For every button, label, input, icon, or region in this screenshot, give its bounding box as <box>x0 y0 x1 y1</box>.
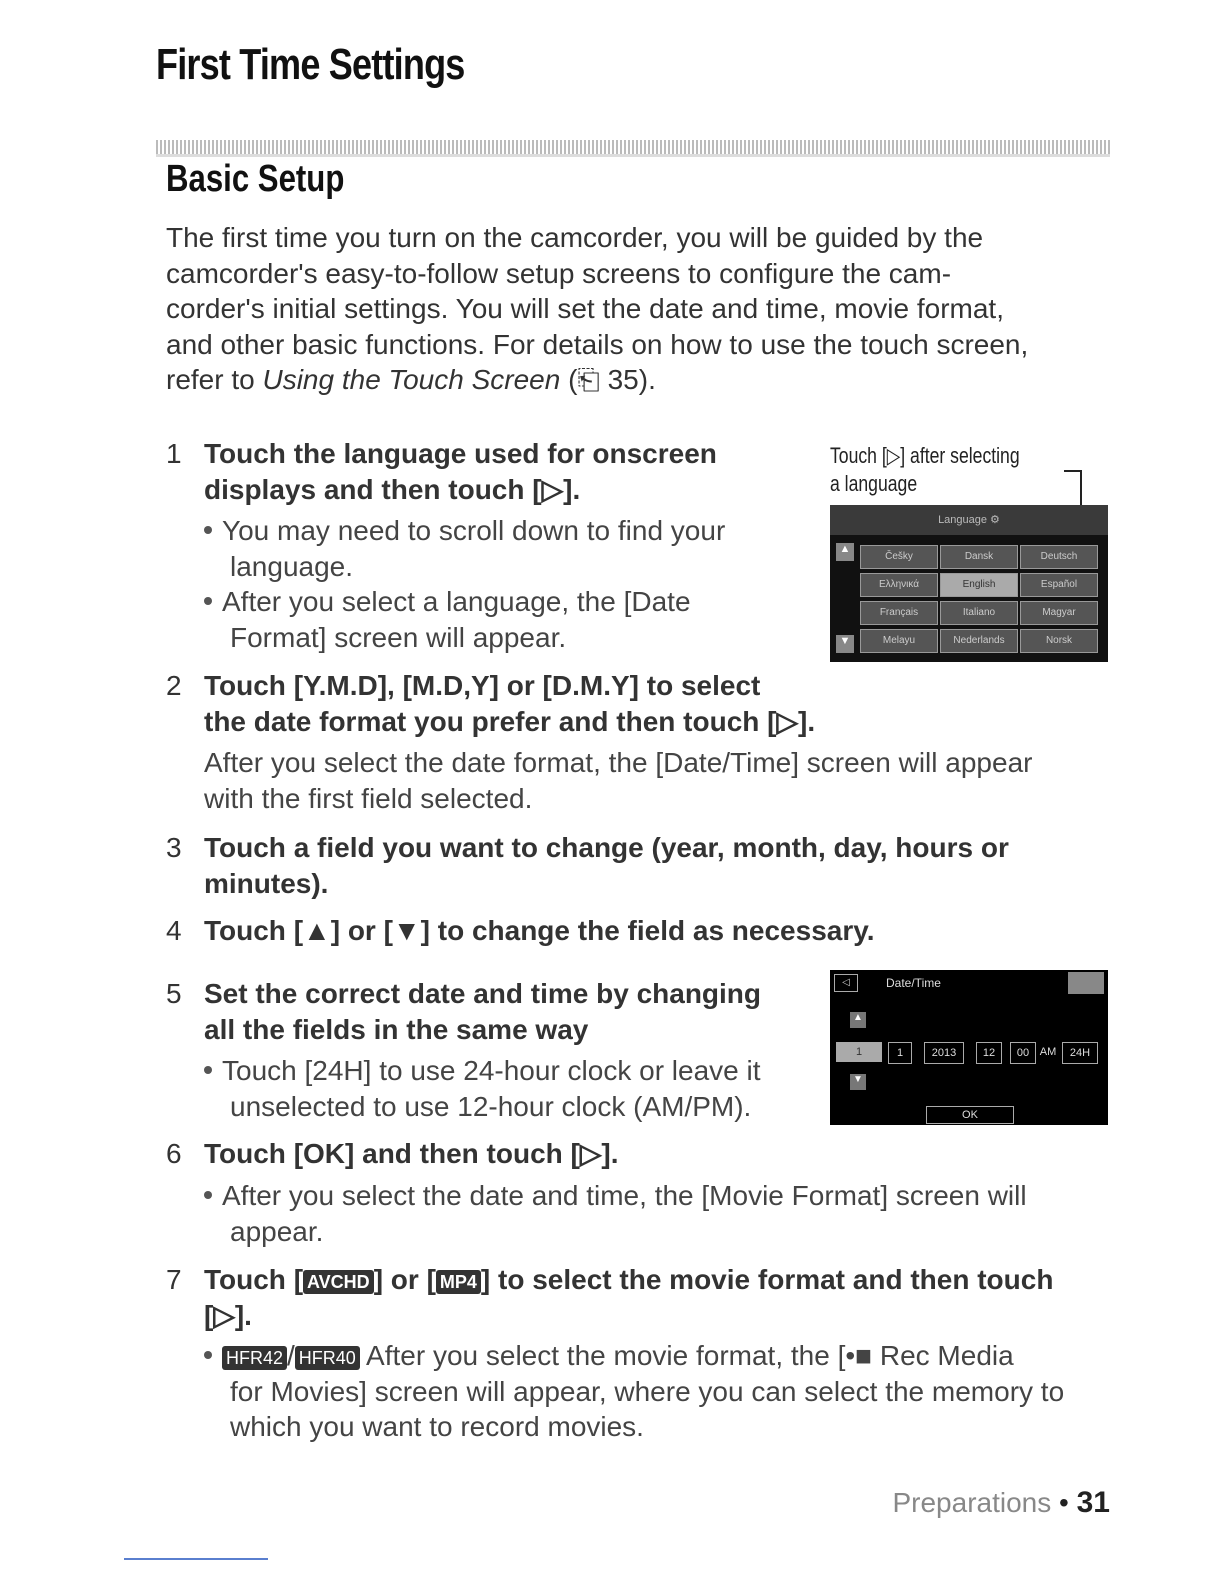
page-title: First Time Settings <box>156 40 465 89</box>
step-2-body: After you select the date format, the [Date/Time] screen will appear with the first field selected. <box>204 747 1033 814</box>
language-option: Melayu <box>860 629 938 653</box>
step-7-bullets: HFR42 / HFR40 After you select the movie format, the [•■ Rec Media for Movies] screen will appear, where you can select the memory to which you want to record movies. <box>204 1338 1124 1445</box>
page-number: 31 <box>1076 1486 1110 1519</box>
model-badge: HFR40 <box>295 1346 360 1370</box>
scroll-up-icon: ▲ <box>836 543 854 561</box>
mp4-badge: MP4 <box>436 1270 481 1294</box>
step-5-text: Set the correct date and time by changing all the fields in the same way <box>204 978 762 1045</box>
language-option: Nederlands <box>940 629 1018 653</box>
page-footer: Preparations • 31 <box>892 1486 1110 1519</box>
ok-button: OK <box>926 1106 1014 1124</box>
screen-caption: Touch [▷] after selecting a language <box>830 443 1020 496</box>
section-divider <box>156 140 1110 157</box>
step-1-text: Touch the language used for onscreen displays and then touch [▷]. <box>204 438 717 505</box>
language-option: Ελληνικά <box>860 573 938 597</box>
date-field: 1 <box>888 1042 912 1064</box>
step-1: 1 <box>166 438 182 469</box>
step-2: 2 <box>166 670 182 701</box>
year-field: 2013 <box>924 1042 964 1064</box>
step-3: 3 <box>166 832 182 863</box>
intro-line: The first time you turn on the camcorder, you will be guided by the <box>166 222 984 253</box>
am-pm-label: AM <box>1039 1046 1057 1058</box>
step-6-text: Touch [OK] and then touch [▷]. <box>204 1138 619 1169</box>
up-arrow-icon: ▲ <box>850 1012 866 1028</box>
language-option: Norsk <box>1020 629 1098 653</box>
caption-pointer <box>1064 470 1082 472</box>
cross-reference: Using the Touch Screen <box>262 364 561 395</box>
step-6-bullets: After you select the date and time, the [Movie Format] screen will appear. <box>204 1178 1124 1249</box>
list-item: After you select the date and time, the [Movie Format] screen will <box>204 1178 1124 1214</box>
screen-header-block <box>1068 972 1104 994</box>
language-option: Dansk <box>940 545 1018 569</box>
step-2-text: Touch [Y.M.D], [M.D,Y] or [D.M.Y] to select the date format you prefer and then touch [▷]. <box>204 670 816 737</box>
step-6: 6 <box>166 1138 182 1169</box>
step-4: 4 <box>166 915 182 946</box>
section-heading: Basic Setup <box>166 158 345 200</box>
language-option: Deutsch <box>1020 545 1098 569</box>
list-item: Touch [24H] to use 24-hour clock or leave it <box>204 1053 814 1089</box>
scroll-down-icon: ▼ <box>836 635 854 653</box>
avchd-badge: AVCHD <box>303 1270 374 1294</box>
hour-field: 12 <box>976 1042 1002 1064</box>
language-screen-image <box>830 505 1108 662</box>
language-option: Español <box>1020 573 1098 597</box>
model-badge: HFR42 <box>222 1346 287 1370</box>
step-1-bullets: You may need to scroll down to find your language. After you select a language, the [Date Format] screen will appear. <box>204 513 804 655</box>
date-field-selected: 1 <box>836 1042 882 1062</box>
back-icon: ◁ <box>834 974 858 992</box>
step-4-text: Touch [▲] or [▼] to change the field as necessary. <box>204 915 875 946</box>
minute-field: 00 <box>1010 1042 1036 1064</box>
down-arrow-icon: ▼ <box>850 1074 866 1090</box>
caption-pointer <box>1080 470 1082 508</box>
step-5: 5 <box>166 978 182 1009</box>
screen-header: Date/Time <box>886 976 941 990</box>
intro-line: camcorder's easy-to-follow setup screens to configure the cam- <box>166 257 952 289</box>
intro-line: refer to Using the Touch Screen (⎗ 35). <box>166 364 656 395</box>
intro-line: corder's initial settings. You will set the date and time, movie format, <box>166 293 1004 324</box>
language-option-selected: English <box>940 573 1018 597</box>
intro-paragraph <box>166 220 1126 398</box>
list-item: You may need to scroll down to find your <box>204 513 804 549</box>
24h-toggle: 24H <box>1062 1042 1098 1064</box>
step-5-bullets: Touch [24H] to use 24-hour clock or leave it unselected to use 12-hour clock (AM/PM). <box>204 1053 814 1124</box>
footer-line <box>124 1558 268 1560</box>
step-7: 7 <box>166 1264 182 1295</box>
screen-header: Language ⚙ <box>830 505 1108 535</box>
language-option: Češky <box>860 545 938 569</box>
intro-line: and other basic functions. For details on how to use the touch screen, <box>166 328 1029 360</box>
language-option: Français <box>860 601 938 625</box>
language-option: Italiano <box>940 601 1018 625</box>
language-option: Magyar <box>1020 601 1098 625</box>
step-3-text: Touch a field you want to change (year, month, day, hours or minutes). <box>204 832 1009 899</box>
date-time-screen-image <box>830 970 1108 1125</box>
list-item: HFR42 / HFR40 After you select the movie format, the [•■ Rec Media <box>204 1338 1124 1374</box>
list-item: After you select a language, the [Date <box>204 584 804 620</box>
step-7-text: Touch [ AVCHD ] or [ MP4 ] to select the movie format and then touch [▷]. <box>204 1264 1054 1331</box>
